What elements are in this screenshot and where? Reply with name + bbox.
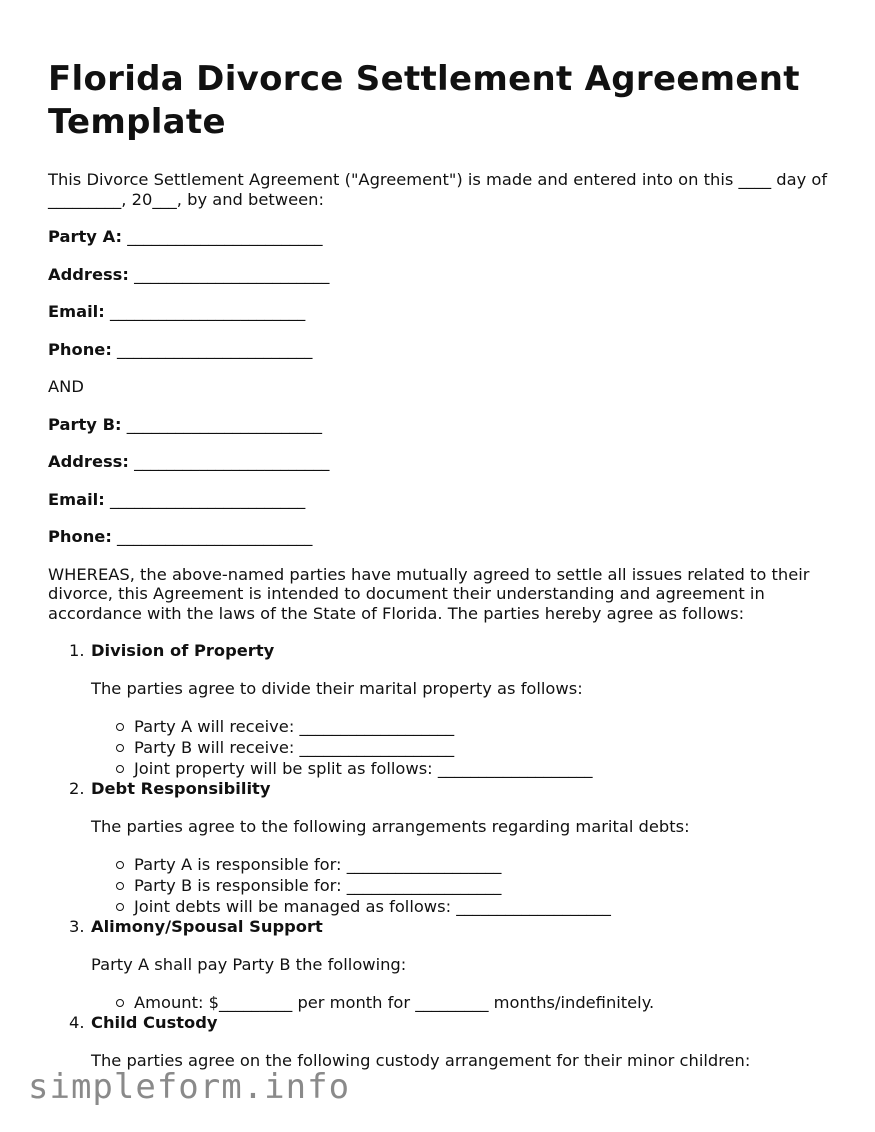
field-label: Party A:: [48, 227, 122, 246]
party-a-name-field: [48, 227, 838, 247]
section-debt-responsibility: [69, 779, 838, 917]
whereas-paragraph: WHEREAS, the above-named parties have mutually agreed to settle all issues related to their divorce, this Agreement is intended to document their understanding and agreement in accordance with the laws of the State of Florida. The parties hereby agree as follows:: [48, 564, 810, 623]
field-blank: ________________________: [109, 302, 306, 321]
field-blank: ________________________: [117, 527, 313, 546]
section-number: 3.: [69, 917, 85, 936]
field-blank: ________________________: [109, 489, 306, 509]
section-items: [91, 716, 838, 779]
list-item: Joint debts will be managed as follows: ___________________: [134, 896, 838, 917]
field-label: Phone:: [48, 527, 112, 546]
section-number: 2.: [69, 779, 85, 798]
list-item: Joint property will be split as follows: ___________________: [134, 758, 838, 779]
section-number: 4.: [69, 1013, 85, 1032]
party-a-block: [48, 227, 838, 359]
field-label: Party B:: [48, 414, 122, 434]
party-b-block: [48, 415, 838, 547]
field-label: Email:: [48, 489, 105, 509]
field-blank: ________________________: [117, 339, 313, 359]
list-item: Amount: $_________ per month for _________ months/indefinitely.: [134, 992, 838, 1013]
party-b-address-field: [48, 452, 838, 472]
party-b-email-field: [48, 490, 838, 510]
field-blank: ________________________: [126, 414, 323, 434]
list-item: Party A will receive: ___________________: [134, 716, 838, 737]
field-label: Address:: [48, 452, 129, 471]
section-alimony: [69, 917, 838, 1013]
section-number: 1.: [69, 641, 85, 660]
section-division-of-property: [69, 641, 838, 779]
field-label: Phone:: [48, 339, 112, 359]
section-child-custody: [69, 1013, 838, 1070]
field-blank: ________________________: [127, 227, 323, 246]
section-text: The parties agree to the following arrangements regarding marital debts:: [91, 816, 690, 836]
section-title: Division of Property: [91, 641, 275, 660]
section-items: [91, 854, 838, 917]
and-separator: AND: [48, 377, 84, 396]
party-b-name-field: [48, 415, 838, 435]
section-title: Child Custody: [91, 1013, 218, 1032]
section-text: Party A shall pay Party B the following:: [91, 954, 407, 974]
party-a-phone-field: [48, 340, 838, 360]
list-item: Party B is responsible for: ___________________: [134, 875, 838, 896]
party-a-email-field: [48, 302, 838, 322]
party-b-phone-field: [48, 527, 838, 547]
section-title: Debt Responsibility: [91, 779, 271, 798]
intro-paragraph: This Divorce Settlement Agreement ("Agreement") is made and entered into on this ____ day of _________, 20___, by and between:: [48, 170, 828, 209]
document-page: [48, 58, 838, 1088]
section-text: The parties agree to divide their marital property as follows:: [91, 678, 583, 698]
list-item: Party B will receive: ___________________: [134, 737, 838, 758]
field-blank: ________________________: [134, 452, 330, 471]
sections-list: [48, 641, 838, 1070]
page-title: Florida Divorce Settlement Agreement Template: [48, 59, 800, 142]
party-a-address-field: [48, 265, 838, 285]
list-item: Party A is responsible for: ___________________: [134, 854, 838, 875]
field-label: Address:: [48, 264, 129, 284]
field-blank: ________________________: [134, 264, 330, 284]
field-label: Email:: [48, 302, 105, 321]
watermark: simpleform.info: [28, 1067, 351, 1107]
section-title: Alimony/Spousal Support: [91, 917, 323, 936]
section-text: The parties agree on the following custody arrangement for their minor children:: [91, 1050, 751, 1070]
section-items: [91, 992, 838, 1013]
